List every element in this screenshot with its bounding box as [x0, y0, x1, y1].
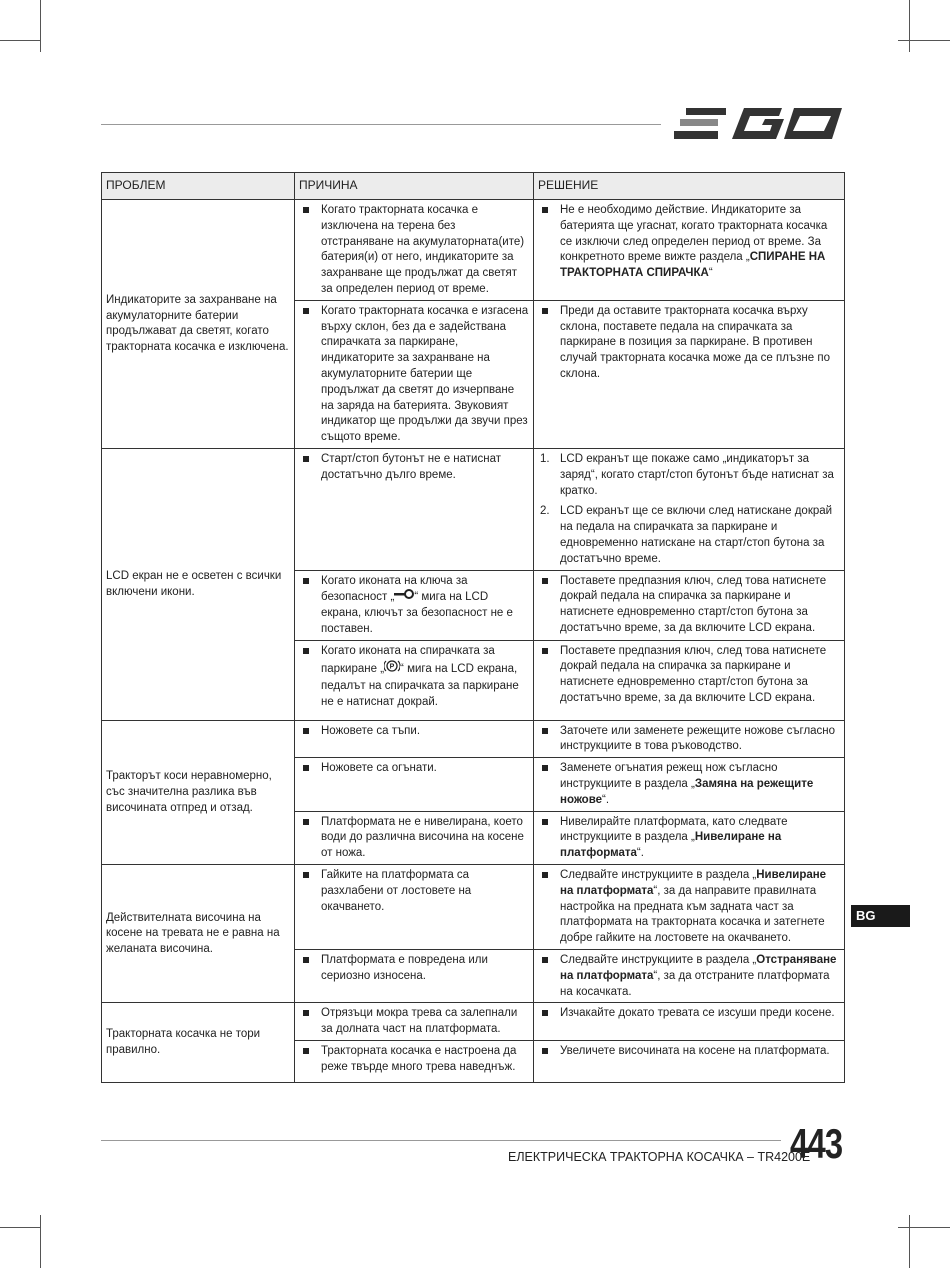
table-row: [102, 200, 845, 301]
bullet-icon: [542, 765, 548, 771]
cause-cell: Когато тракторната косачка е изключена на терена без отстраняване на акумулаторната(ите) батерия(и) от него, индикаторите за захранване ще продължат да светят за определен период от време.: [295, 200, 534, 301]
key-icon: [394, 589, 414, 605]
solution-cell: Поставете предпазния ключ, след това натиснете докрай педала на спирачка за паркиране и натиснете едновременно старт/стоп бутона за достатъчно време, за да включите LCD екрана.: [534, 640, 845, 720]
table-row: [102, 1003, 845, 1041]
cause-cell: Гайките на платформата са разхлабени от лостовете на окачването.: [295, 865, 534, 950]
problem-cell: LCD екран не е осветен с всички включени икони.: [102, 448, 295, 720]
bullet-icon: [303, 578, 309, 584]
problem-cell: Тракторната косачка не тори правилно.: [102, 1003, 295, 1083]
cause-cell: Платформата е повредена или сериозно износена.: [295, 950, 534, 1003]
solution-cell: Нивелирайте платформата, като следвате инструкциите в раздела „Нивелиране на платформата“.: [534, 811, 845, 864]
page-number: 443: [790, 1120, 843, 1167]
parking-brake-icon: [384, 659, 400, 679]
bullet-icon: [542, 1010, 548, 1016]
bullet-icon: [303, 957, 309, 963]
bullet-icon: [542, 819, 548, 825]
header-rule: [101, 124, 661, 125]
footer-title: ЕЛЕКТРИЧЕСКА ТРАКТОРНА КОСАЧКА – TR4200E: [508, 1150, 811, 1164]
ego-logo: [672, 104, 844, 144]
solution-cell: Заточете или заменете режещите ножове съгласно инструкциите в това ръководство.: [534, 720, 845, 758]
header-solution: РЕШЕНИЕ: [534, 173, 845, 200]
problem-cell: Действителната височина на косене на тревата не е равна на желаната височина.: [102, 865, 295, 1003]
cause-cell: Тракторната косачка е настроена да реже твърде много трева наведнъж.: [295, 1041, 534, 1083]
crop-mark: [40, 1215, 41, 1268]
bullet-icon: [542, 207, 548, 213]
bullet-icon: [303, 207, 309, 213]
cause-cell: Когато иконата на ключа за безопасност „ “ мига на LCD екрана, ключът за безопасност не е поставен.: [295, 570, 534, 640]
problem-cell: Индикаторите за захранване на акумулаторните батерии продължават да светят, когато тракторната косачка е изключена.: [102, 200, 295, 449]
bullet-icon: [303, 648, 309, 654]
bullet-icon: [303, 456, 309, 462]
bullet-icon: [303, 1048, 309, 1054]
solution-cell: Следвайте инструкциите в раздела „Отстраняване на платформата“, за да отстраните платформата на косачката.: [534, 950, 845, 1003]
crop-mark: [898, 40, 950, 41]
crop-mark: [0, 40, 40, 41]
bullet-icon: [303, 728, 309, 734]
bullet-icon: [542, 308, 548, 314]
cause-cell: Когато иконата на спирачката за паркиране „ P “ мига на LCD екрана, педалът на спирачката за паркиране не е натиснат докрай.: [295, 640, 534, 720]
cause-cell: Когато тракторната косачка е изгасена върху склон, без да е задействана спирачката за паркиране, индикаторите за захранване на акумулаторните батерии ще продължат да светят до изчерпване на заряда на батерията. Звуковият индикатор ще продължи да звучи през същото време.: [295, 300, 534, 448]
header-cause: ПРИЧИНА: [295, 173, 534, 200]
bullet-icon: [542, 648, 548, 654]
solution-cell: 1. LCD екранът ще покаже само „индикаторът за заряд“, когато старт/стоп бутонът бъде натиснат за кратко. 2. LCD екранът ще се включи след натискане докрай на педала на спирачката за паркиране и едновременно натискане на старт/стоп бутона за достатъчно време.: [534, 448, 845, 570]
solution-cell: Увеличете височината на косене на платформата.: [534, 1041, 845, 1083]
cause-cell: Ножовете са тъпи.: [295, 720, 534, 758]
crop-mark: [909, 1215, 910, 1268]
crop-mark: [909, 0, 910, 52]
table-row: [102, 720, 845, 758]
language-tab: BG: [851, 905, 910, 927]
footer-rule: [101, 1140, 781, 1141]
solution-cell: Следвайте инструкциите в раздела „Нивелиране на платформата“, за да направите правилната настройка на предната към задната част за платформата на тракторната косачка и затегнете добре гайките на лостовете на окачването.: [534, 865, 845, 950]
cause-cell: Платформата не е нивелирана, което води до различна височина на косене от ножа.: [295, 811, 534, 864]
bullet-icon: [542, 578, 548, 584]
bullet-icon: [303, 765, 309, 771]
problem-cell: Тракторът коси неравномерно, със значителна разлика във височината отпред и отзад.: [102, 720, 295, 864]
bullet-icon: [542, 1048, 548, 1054]
crop-mark: [898, 1227, 950, 1228]
solution-cell: Не е необходимо действие. Индикаторите за батерията ще угаснат, когато тракторната косачка се изключи след определен период от време. За конкретното време вижте раздела „СПИРАНЕ НА ТРАКТОРНАТА СПИРАЧКА“: [534, 200, 845, 301]
svg-text:P: P: [389, 664, 395, 672]
bullet-icon: [303, 819, 309, 825]
solution-cell: Заменете огънатия режещ нож съгласно инструкциите в раздела „Замяна на режещите ножове“.: [534, 758, 845, 811]
bullet-icon: [303, 308, 309, 314]
header-problem: ПРОБЛЕМ: [102, 173, 295, 200]
solution-cell: Изчакайте докато тревата се изсуши преди косене.: [534, 1003, 845, 1041]
troubleshooting-table: [101, 172, 845, 1083]
cause-cell: Ножовете са огънати.: [295, 758, 534, 811]
table-header-row: [102, 173, 845, 200]
bullet-icon: [542, 728, 548, 734]
bullet-icon: [303, 1010, 309, 1016]
bullet-icon: [542, 957, 548, 963]
crop-mark: [0, 1227, 40, 1228]
solution-cell: Преди да оставите тракторната косачка върху склона, поставете педала на спирачката за паркиране в позиция за паркиране. В противен случай тракторната косачка може да се плъзне по склона.: [534, 300, 845, 448]
solution-cell: Поставете предпазния ключ, след това натиснете докрай педала на спирачка за паркиране и натиснете едновременно старт/стоп бутона за достатъчно време, за да включите LCD екрана.: [534, 570, 845, 640]
crop-mark: [40, 0, 41, 52]
bullet-icon: [542, 872, 548, 878]
bullet-icon: [303, 872, 309, 878]
cause-cell: Старт/стоп бутонът не е натиснат достатъчно дълго време.: [295, 448, 534, 570]
cause-cell: Отрязъци мокра трева са залепнали за долната част на платформата.: [295, 1003, 534, 1041]
table-row: [102, 865, 845, 950]
table-row: [102, 448, 845, 570]
